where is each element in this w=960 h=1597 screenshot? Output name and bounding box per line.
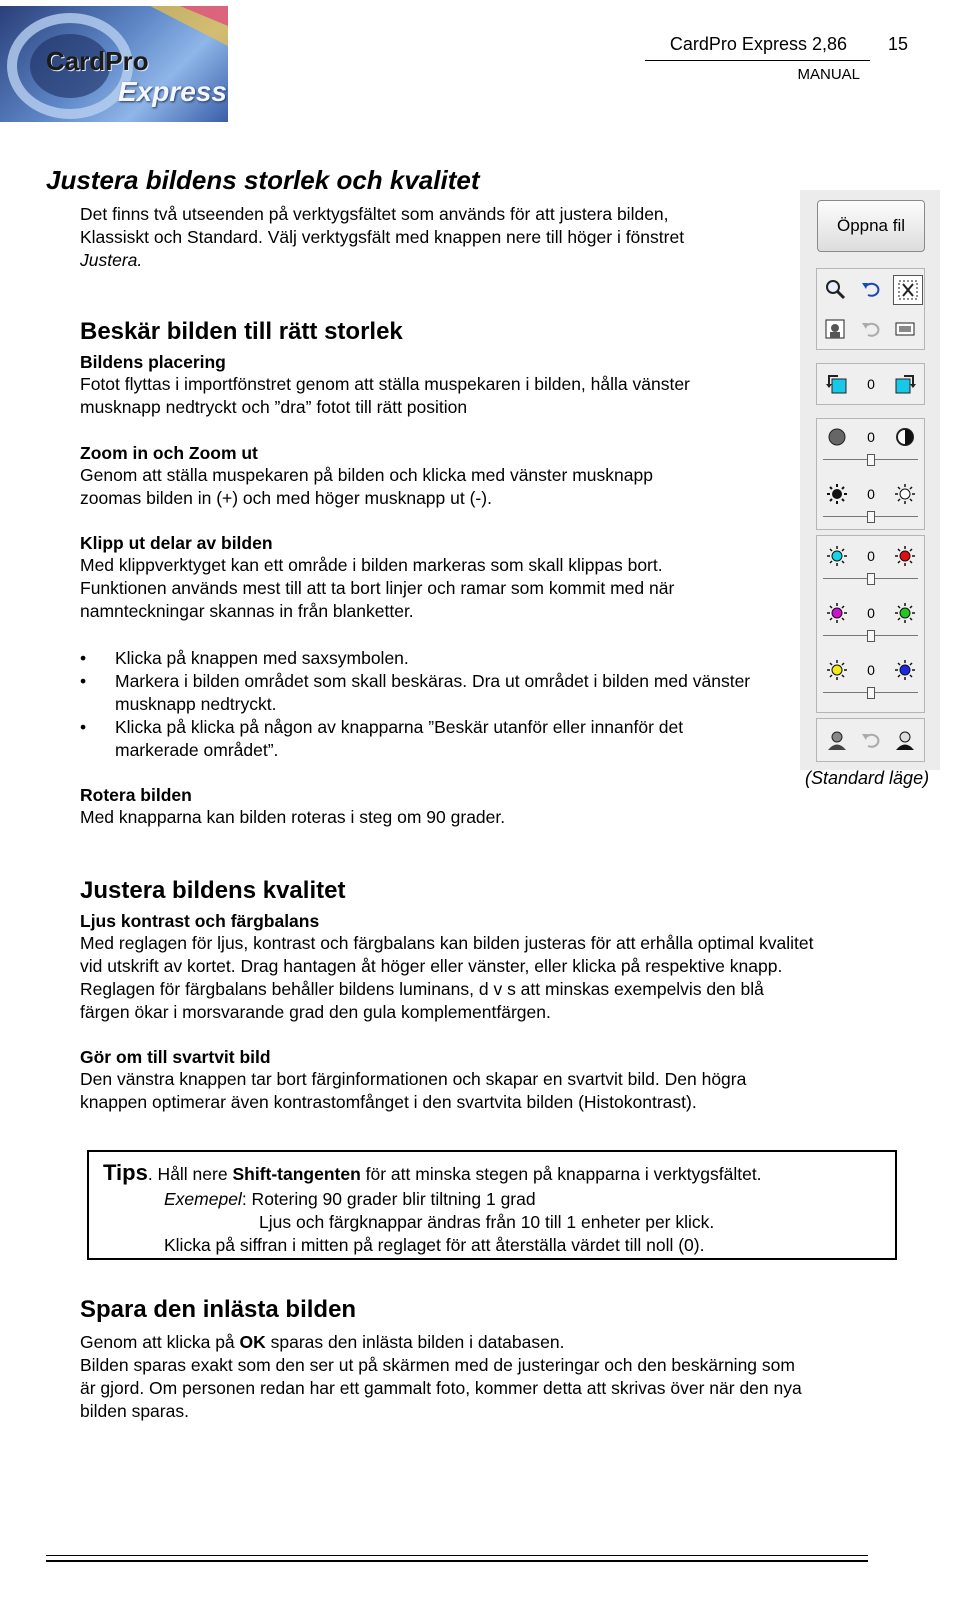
save-block [80, 1331, 920, 1423]
header-subtitle: MANUAL [797, 66, 860, 83]
tips-example-text: : Rotering 90 grader blir tiltning 1 grad [241, 1189, 536, 1209]
light-heading: Ljus kontrast och färgbalans [80, 911, 320, 931]
undo-disabled-icon[interactable] [859, 317, 883, 341]
scissors-icon[interactable] [893, 275, 923, 305]
rotate-line-1: Med knapparna kan bilden roteras i steg om 90 grader. [80, 807, 506, 827]
rotate-value[interactable]: 0 [867, 376, 875, 392]
clip-line-1: Med klippverktyget kan ett område i bilden markeras som skall klippas bort. [80, 555, 663, 575]
light-line-1: Med reglagen för ljus, kontrast och färgbalans kan bilden justeras för att erhålla optimal kvalitet [80, 933, 814, 953]
intro-line-1: Det finns två utseenden på verktygsfältet som används för att justera bilden, [80, 204, 669, 224]
tips-example-label: Exemepel [164, 1189, 242, 1209]
yellow-blue-slider-handle[interactable] [867, 687, 875, 699]
save-line-4: bilden sparas. [80, 1401, 189, 1421]
header-title: CardPro Express 2,86 [669, 34, 847, 54]
open-file-button[interactable]: Öppna fil [817, 200, 925, 252]
tool-group-grayscale [816, 718, 925, 762]
tips-text: för att minska stegen på knapparna i verktygsfältet. [360, 1164, 762, 1184]
magenta-green-slider-handle[interactable] [867, 630, 875, 642]
header-rule [645, 60, 870, 61]
brightness-value[interactable]: 0 [867, 429, 875, 445]
placement-line-1: Fotot flyttas i importfönstret genom att ställa muspekaren i bilden, hålla vänster [80, 374, 690, 394]
cyan-red-value[interactable]: 0 [867, 548, 875, 564]
sun-dark-icon[interactable] [825, 482, 849, 506]
tips-label: Tips [103, 1160, 148, 1185]
section-intro [80, 203, 780, 272]
sun-green-icon[interactable] [893, 601, 917, 625]
page-number: 15 [887, 34, 908, 54]
zoom-heading: Zoom in och Zoom ut [80, 443, 258, 463]
save-title: Spara den inlästa bilden [80, 1296, 357, 1323]
light-line-3: Reglagen för färgbalans behåller bildens luminans, d v s att minskas exempelvis den blå [80, 979, 764, 999]
yellow-blue-value[interactable]: 0 [867, 662, 875, 678]
save-line-2: Bilden sparas exakt som den ser ut på skärmen med de justeringar och den beskärning som [80, 1355, 795, 1375]
contrast-value[interactable]: 0 [867, 486, 875, 502]
sun-cyan-icon[interactable] [825, 544, 849, 568]
light-line-4: färgen ökar i morsvarande grad den gula komplementfärgen. [80, 1002, 551, 1022]
grayscale-person-icon[interactable] [825, 728, 849, 752]
tips-line-2 [164, 1188, 536, 1211]
logo-text-cardpro: CardPro [46, 46, 149, 76]
tips-box [87, 1150, 897, 1260]
logo-text-express: Express [118, 76, 227, 107]
toolbar-caption: (Standard läge) [805, 768, 930, 788]
save-text: sparas den inlästa bilden i databasen. [265, 1332, 565, 1352]
cyan-red-slider-handle[interactable] [867, 573, 875, 585]
placement-heading: Bildens placering [80, 352, 226, 372]
list-item: • Markera i bilden området som skall beskäras. Dra ut området i bilden med vänster musknapp nedtryckt. [80, 670, 770, 716]
light-line-2: vid utskrift av kortet. Drag hantagen åt höger eller vänster, eller klicka på respektive knapp. [80, 956, 783, 976]
placement-block [80, 352, 780, 419]
list-item: • Klicka på knappen med saxsymbolen. [80, 647, 770, 670]
bw-heading: Gör om till svartvit bild [80, 1047, 271, 1067]
tips-text: . Håll nere [147, 1164, 233, 1184]
brightness-slider-handle[interactable] [867, 454, 875, 466]
crop-outside-icon[interactable] [893, 317, 917, 341]
crop-title: Beskär bilden till rätt storlek [80, 318, 403, 345]
clip-line-3: namnteckningar skannas in från blanketter. [80, 601, 414, 621]
tips-line-3: Ljus och färgknappar ändras från 10 till 1 enheter per klick. [259, 1212, 715, 1232]
crop-inside-icon[interactable] [823, 317, 847, 341]
save-text: Genom att klicka på [80, 1332, 240, 1352]
clip-block [80, 533, 780, 623]
clip-heading: Klipp ut delar av bilden [80, 533, 273, 553]
undo-icon[interactable] [859, 277, 883, 301]
tips-shift-key: Shift-tangenten [232, 1164, 361, 1184]
list-item: • Klicka på klicka på någon av knapparna ”Beskär utanför eller innanför det markerade området”. [80, 716, 770, 762]
sun-blue-icon[interactable] [893, 658, 917, 682]
tool-group-color-balance [816, 535, 925, 713]
bw-block [80, 1047, 920, 1114]
bw-line-1: Den vänstra knappen tar bort färginformationen och skapar en svartvit bild. Den högra [80, 1069, 747, 1089]
undo-disabled-icon[interactable] [859, 728, 883, 752]
placement-line-2: musknapp nedtryckt och ”dra” fotot till rätt position [80, 397, 468, 417]
intro-line-3: Justera. [80, 250, 143, 270]
tips-line-4: Klicka på siffran i mitten på reglaget för att återställa värdet till noll (0). [164, 1235, 705, 1255]
intro-line-2: Klassiskt och Standard. Välj verktygsfält med knappen nere till höger i fönstret [80, 227, 685, 247]
zoom-line-2: zoomas bilden in (+) och med höger musknapp ut (-). [80, 488, 492, 508]
section-title: Justera bildens storlek och kvalitet [46, 165, 480, 195]
zoom-line-1: Genom att ställa muspekaren på bilden och klicka med vänster musknapp [80, 465, 653, 485]
sun-red-icon[interactable] [893, 544, 917, 568]
tool-group-light-contrast [816, 418, 925, 530]
bw-line-2: knappen optimerar även kontrastomfånget i den svartvita bilden (Histokontrast). [80, 1092, 697, 1112]
brightness-dark-icon[interactable] [825, 425, 849, 449]
cardpro-express-logo [0, 6, 228, 122]
quality-title: Justera bildens kvalitet [80, 877, 346, 904]
contrast-slider-handle[interactable] [867, 511, 875, 523]
histocontrast-person-icon[interactable] [893, 728, 917, 752]
magenta-green-value[interactable]: 0 [867, 605, 875, 621]
sun-magenta-icon[interactable] [825, 601, 849, 625]
tool-group-rotate [816, 363, 925, 405]
zoom-block [80, 443, 780, 510]
rotate-block [80, 785, 780, 829]
rotate-right-icon[interactable] [893, 372, 917, 396]
light-block [80, 911, 920, 1024]
sun-light-icon[interactable] [893, 482, 917, 506]
save-ok-label: OK [239, 1332, 266, 1352]
tips-line-1 [103, 1161, 762, 1186]
footer-rule [46, 1555, 868, 1556]
tool-group-crop [816, 268, 925, 350]
sun-yellow-icon[interactable] [825, 658, 849, 682]
rotate-left-icon[interactable] [825, 372, 849, 396]
crop-steps-list [80, 647, 770, 762]
rotate-heading: Rotera bilden [80, 785, 192, 805]
clip-line-2: Funktionen används mest till att ta bort linjer och ramar som kommit med när [80, 578, 675, 598]
save-line-3: är gjord. Om personen redan har ett gammalt foto, kommer detta att skrivas över när den nya [80, 1378, 802, 1398]
save-line-1 [80, 1331, 920, 1354]
zoom-icon[interactable] [823, 277, 847, 301]
contrast-icon[interactable] [893, 425, 917, 449]
footer-rule [46, 1560, 868, 1562]
